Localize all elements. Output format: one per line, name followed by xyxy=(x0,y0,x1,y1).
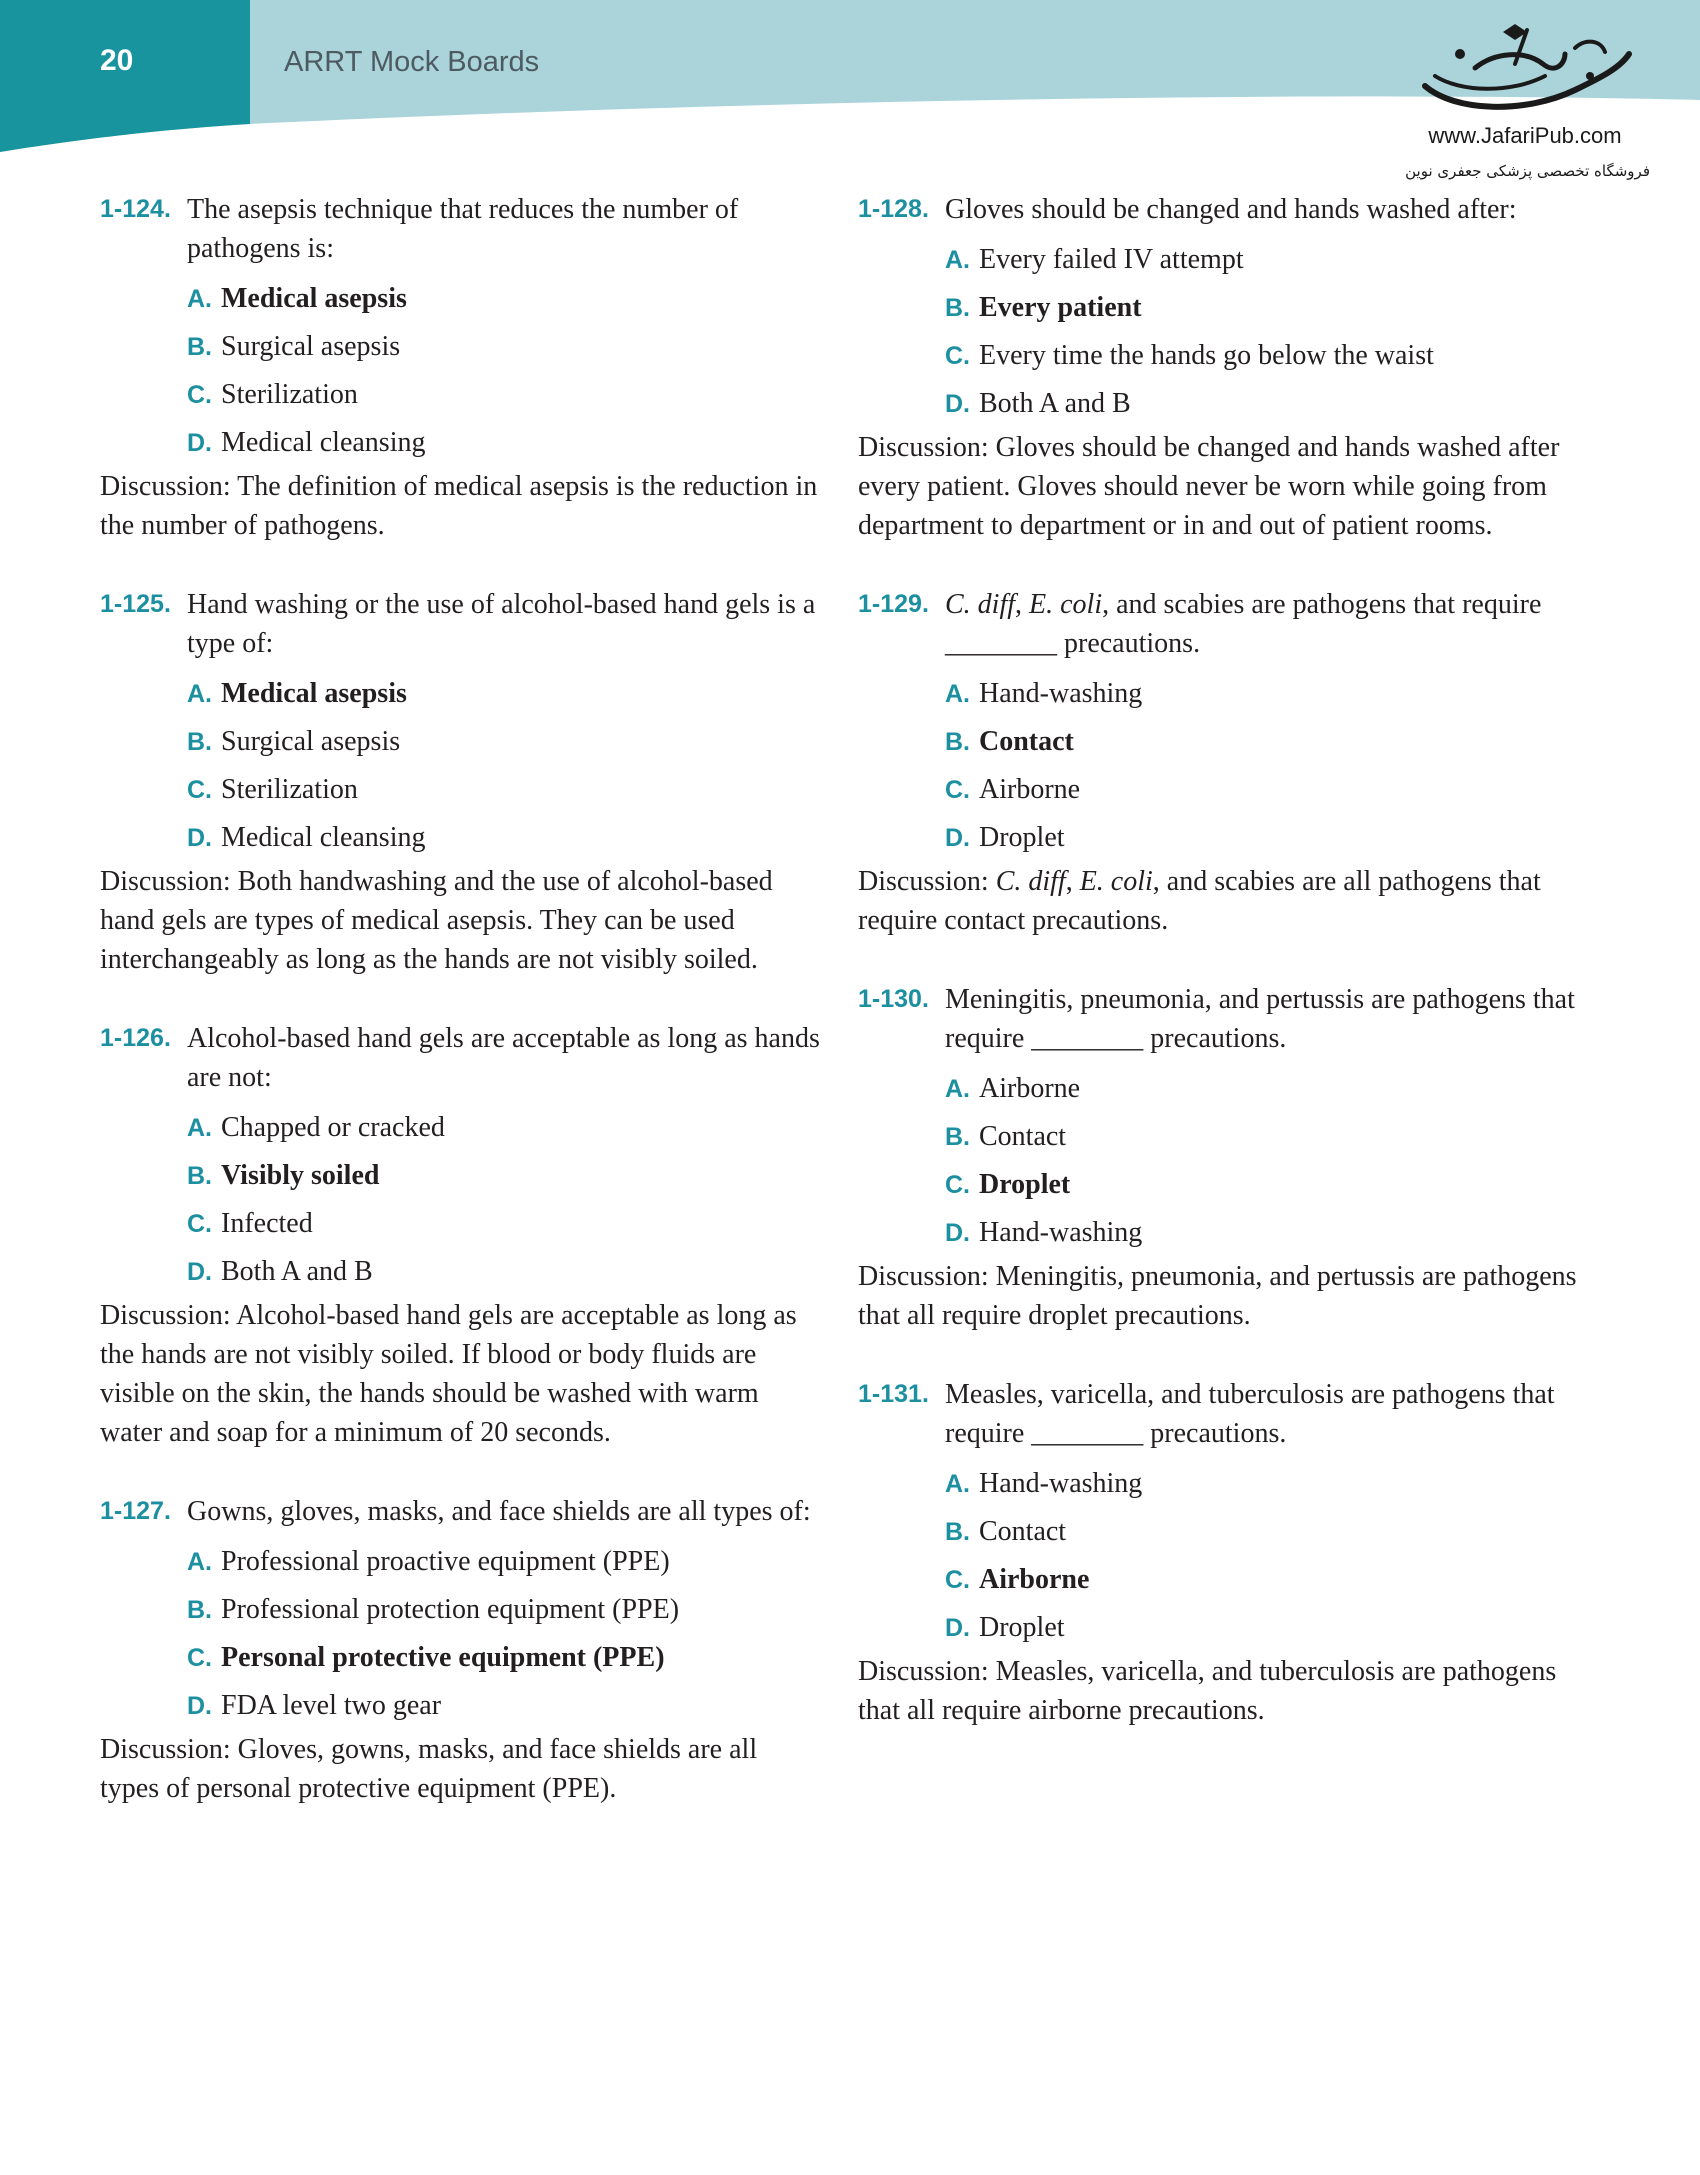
question-stem xyxy=(858,585,1578,663)
answer-options xyxy=(945,670,1578,862)
option-text: Visibly soiled xyxy=(221,1160,380,1191)
option-text: Both A and B xyxy=(979,388,1131,419)
option-letter: D. xyxy=(187,824,212,852)
option-text: Every time the hands go below the waist xyxy=(979,340,1434,371)
answer-option xyxy=(187,718,820,766)
correct-answer-option xyxy=(945,1161,1578,1209)
question-number: 1-124. xyxy=(100,195,171,223)
answer-options xyxy=(187,670,820,862)
option-letter: C. xyxy=(187,1210,212,1238)
option-text: Chapped or cracked xyxy=(221,1112,445,1143)
discussion-part: Discussion: xyxy=(858,866,996,897)
option-text: FDA level two gear xyxy=(221,1690,442,1721)
running-title: ARRT Mock Boards xyxy=(284,46,540,78)
option-text: Medical cleansing xyxy=(221,427,426,458)
question-text-part: , and scabies are pathogens that require ________ precautions. xyxy=(945,589,1542,659)
publisher-logo xyxy=(1395,24,1655,194)
option-text: Contact xyxy=(979,726,1074,757)
discussion-text: Discussion: Both handwashing and the use of alcohol-based hand gels are types of medical asepsis. They can be used interchangeably as long as the hands are not visibly soiled. xyxy=(100,866,773,975)
answer-option xyxy=(945,1113,1578,1161)
answer-option xyxy=(945,1209,1578,1257)
option-letter: D. xyxy=(187,1258,212,1286)
option-text: Droplet xyxy=(979,1612,1065,1643)
option-text: Surgical asepsis xyxy=(221,331,401,362)
option-letter: D. xyxy=(945,1219,970,1247)
option-text: Airborne xyxy=(979,1564,1090,1595)
discussion-text: Discussion: Meningitis, pneumonia, and pertussis are pathogens that all require droplet precautions. xyxy=(858,1261,1577,1331)
answer-option xyxy=(187,1682,820,1730)
option-text: Droplet xyxy=(979,1169,1071,1200)
discussion-text: Discussion: Gloves should be changed and hands washed after every patient. Gloves should never be worn while going from department to department or in and out of patient rooms. xyxy=(858,432,1560,541)
answer-options xyxy=(187,275,820,467)
option-letter: B. xyxy=(945,294,970,322)
discussion-text xyxy=(858,862,1578,940)
option-letter: C. xyxy=(187,1644,212,1672)
question-number: 1-130. xyxy=(858,985,929,1013)
answer-option xyxy=(945,1460,1578,1508)
logo-url: www.JafariPub.com xyxy=(1428,123,1622,148)
option-letter: D. xyxy=(945,824,970,852)
question-block xyxy=(100,585,820,979)
option-letter: B. xyxy=(945,728,970,756)
calligraphy-logo-icon xyxy=(1415,24,1635,119)
correct-answer-option xyxy=(187,275,820,323)
option-text: Hand-washing xyxy=(979,1468,1143,1499)
option-letter: C. xyxy=(945,1566,970,1594)
option-text: Sterilization xyxy=(221,774,358,805)
question-block xyxy=(100,1019,820,1452)
option-letter: B. xyxy=(187,728,212,756)
question-number: 1-125. xyxy=(100,590,171,618)
option-text: Droplet xyxy=(979,822,1065,853)
question-text: Alcohol-based hand gels are acceptable as long as hands are not: xyxy=(187,1023,820,1093)
question-number: 1-127. xyxy=(100,1497,171,1525)
right-column xyxy=(858,190,1578,1770)
option-letter: A. xyxy=(187,680,212,708)
option-text: Every patient xyxy=(979,292,1142,323)
correct-answer-option xyxy=(945,1556,1578,1604)
question-stem xyxy=(858,190,1578,229)
option-letter: B. xyxy=(187,1162,212,1190)
question-block xyxy=(100,1492,820,1808)
answer-option xyxy=(945,670,1578,718)
answer-options xyxy=(945,236,1578,428)
question-text-part: E. coli xyxy=(1029,589,1103,620)
correct-answer-option xyxy=(945,718,1578,766)
answer-option xyxy=(945,1065,1578,1113)
question-stem xyxy=(100,1492,820,1531)
option-letter: D. xyxy=(187,1692,212,1720)
option-letter: A. xyxy=(945,680,970,708)
option-text: Professional proactive equipment (PPE) xyxy=(221,1546,670,1577)
correct-answer-option xyxy=(945,284,1578,332)
question-number: 1-126. xyxy=(100,1024,171,1052)
question-number: 1-128. xyxy=(858,195,929,223)
question-stem xyxy=(100,1019,820,1097)
option-letter: A. xyxy=(187,1548,212,1576)
option-letter: A. xyxy=(945,246,970,274)
answer-option xyxy=(187,371,820,419)
option-letter: C. xyxy=(945,1171,970,1199)
discussion-text: Discussion: Gloves, gowns, masks, and face shields are all types of personal protective equipment (PPE). xyxy=(100,1734,758,1804)
answer-option xyxy=(187,1200,820,1248)
option-text: Surgical asepsis xyxy=(221,726,401,757)
answer-option xyxy=(945,332,1578,380)
question-block xyxy=(858,190,1578,545)
question-block xyxy=(858,585,1578,940)
answer-options xyxy=(945,1460,1578,1652)
question-stem xyxy=(858,980,1578,1058)
answer-options xyxy=(187,1104,820,1296)
option-text: Contact xyxy=(979,1516,1067,1547)
option-letter: B. xyxy=(945,1518,970,1546)
answer-option xyxy=(945,236,1578,284)
discussion-text: Discussion: The definition of medical asepsis is the reduction in the number of pathogens. xyxy=(100,471,818,541)
answer-option xyxy=(187,1586,820,1634)
option-letter: B. xyxy=(945,1123,970,1151)
option-letter: D. xyxy=(187,429,212,457)
option-text: Hand-washing xyxy=(979,1217,1143,1248)
option-letter: D. xyxy=(945,1614,970,1642)
question-text: Gloves should be changed and hands washed after: xyxy=(945,194,1517,225)
answer-option xyxy=(187,1104,820,1152)
option-text: Medical asepsis xyxy=(221,283,407,314)
discussion-part: , and scabies are all pathogens that require contact precautions. xyxy=(858,866,1541,936)
option-letter: A. xyxy=(945,1075,970,1103)
answer-option xyxy=(945,1604,1578,1652)
page-number: 20 xyxy=(100,44,134,77)
answer-option xyxy=(187,1538,820,1586)
question-block xyxy=(858,980,1578,1335)
question-block xyxy=(100,190,820,545)
option-letter: C. xyxy=(945,776,970,804)
question-text-part: C. diff xyxy=(945,589,1016,620)
answer-option xyxy=(945,1508,1578,1556)
option-letter: C. xyxy=(187,381,212,409)
option-text: Professional protection equipment (PPE) xyxy=(221,1594,680,1625)
option-text: Personal protective equipment (PPE) xyxy=(221,1642,665,1673)
option-letter: A. xyxy=(187,1114,212,1142)
page-header xyxy=(0,0,1700,180)
answer-option xyxy=(187,1248,820,1296)
option-letter: D. xyxy=(945,390,970,418)
option-text: Every failed IV attempt xyxy=(979,244,1244,275)
left-column xyxy=(100,190,820,1848)
discussion-part: , xyxy=(1065,866,1080,897)
correct-answer-option xyxy=(187,1634,820,1682)
question-text: The asepsis technique that reduces the number of pathogens is: xyxy=(187,194,739,264)
question-text-part: , xyxy=(1015,589,1030,620)
option-text: Both A and B xyxy=(221,1256,373,1287)
option-letter: B. xyxy=(187,1596,212,1624)
answer-options xyxy=(945,1065,1578,1257)
option-text: Sterilization xyxy=(221,379,358,410)
option-text: Airborne xyxy=(979,774,1081,805)
question-stem xyxy=(858,1375,1578,1453)
answer-option xyxy=(945,380,1578,428)
answer-option xyxy=(945,766,1578,814)
question-text xyxy=(945,589,1541,659)
question-stem xyxy=(100,585,820,663)
option-text: Infected xyxy=(221,1208,313,1239)
question-text: Gowns, gloves, masks, and face shields are all types of: xyxy=(187,1496,811,1527)
question-number: 1-131. xyxy=(858,1380,929,1408)
discussion-part: E. coli xyxy=(1079,866,1153,897)
option-text: Contact xyxy=(979,1121,1067,1152)
question-text: Measles, varicella, and tuberculosis are pathogens that require ________ precautions. xyxy=(945,1379,1555,1449)
answer-options xyxy=(187,1538,820,1730)
answer-option xyxy=(187,814,820,862)
option-text: Hand-washing xyxy=(979,678,1143,709)
option-letter: B. xyxy=(187,333,212,361)
answer-option xyxy=(187,419,820,467)
question-text: Hand washing or the use of alcohol-based hand gels is a type of: xyxy=(187,589,816,659)
discussion-text: Discussion: Measles, varicella, and tuberculosis are pathogens that all require airborne precautions. xyxy=(858,1656,1557,1726)
discussion-part: C. diff xyxy=(995,866,1066,897)
question-number: 1-129. xyxy=(858,590,929,618)
question-stem xyxy=(100,190,820,268)
option-text: Medical asepsis xyxy=(221,678,407,709)
option-letter: C. xyxy=(187,776,212,804)
correct-answer-option xyxy=(187,1152,820,1200)
question-block xyxy=(858,1375,1578,1730)
answer-option xyxy=(187,766,820,814)
discussion-text: Discussion: Alcohol-based hand gels are acceptable as long as the hands are not visibly soiled. If blood or body fluids are visible on the skin, the hands should be washed with warm water and soap for a minimum of 20 seconds. xyxy=(100,1300,797,1448)
answer-option xyxy=(945,814,1578,862)
option-letter: A. xyxy=(945,1470,970,1498)
option-letter: C. xyxy=(945,342,970,370)
correct-answer-option xyxy=(187,670,820,718)
option-text: Medical cleansing xyxy=(221,822,426,853)
option-letter: A. xyxy=(187,285,212,313)
option-text: Airborne xyxy=(979,1073,1081,1104)
answer-option xyxy=(187,323,820,371)
logo-tagline: فروشگاه تخصصی پزشکی جعفری نوین xyxy=(1405,162,1650,180)
question-text: Meningitis, pneumonia, and pertussis are pathogens that require ________ precautions. xyxy=(945,984,1575,1054)
